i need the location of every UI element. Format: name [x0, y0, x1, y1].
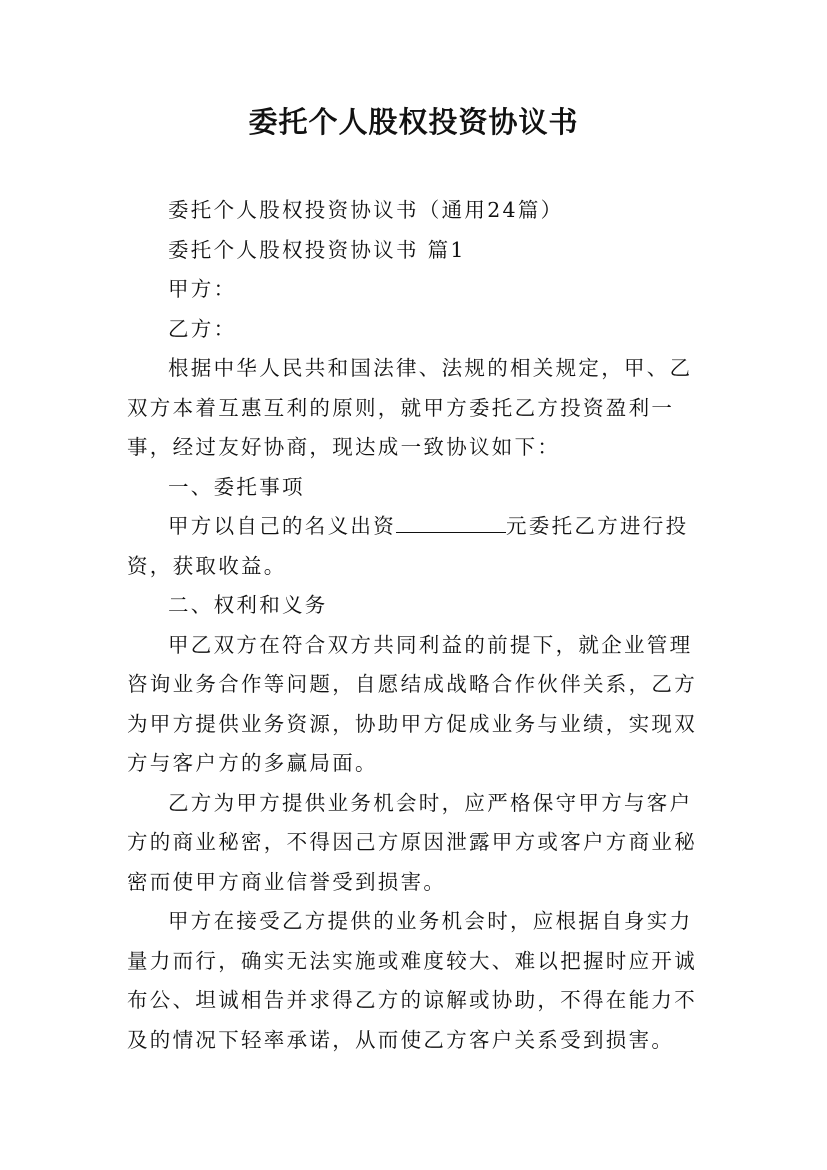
investment-amount-blank [396, 511, 506, 533]
party-a-line: 甲方： [168, 277, 237, 301]
chapter-heading: 委托个人股权投资协议书 篇1 [168, 237, 466, 262]
document-body [127, 191, 712, 1060]
section2-paragraph-1: 甲乙双方在符合双方共同利益的前提下，就企业管理咨询业务合作等问题，自愿结成战略合作伙伴关系，乙方为甲方提供业务资源，协助甲方促成业务与业绩，实现双方与客户方的多赢局面。 [127, 632, 697, 775]
section1-heading: 一、委托事项 [168, 474, 305, 499]
section2-paragraph-3: 甲方在接受乙方提供的业务机会时，应根据自身实力量力而行，确实无法实施或难度较大、难以把握时应开诚布公、坦诚相告并求得乙方的谅解或协助，不得在能力不及的情况下轻率承诺，从而使乙方客户关系受到损害。 [127, 909, 697, 1052]
section2-heading: 二、权利和义务 [168, 593, 328, 617]
document-subtitle: 委托个人股权投资协议书（通用24篇） [168, 198, 564, 222]
preamble-paragraph: 根据中华人民共和国法律、法规的相关规定，甲、乙双方本着互惠互利的原则，就甲方委托乙方投资盈利一事，经过友好协商，现达成一致协议如下： [127, 356, 693, 459]
section1-text-before-blank: 甲方以自己的名义出资 [168, 514, 396, 538]
document-title: 委托个人股权投资协议书 [248, 105, 579, 139]
party-b-line: 乙方： [168, 316, 237, 341]
section1-paragraph [127, 507, 712, 586]
section1-text-after-blank: 元委托乙方进行投资，获取收益。 [127, 514, 689, 578]
section2-paragraph-2: 乙方为甲方提供业务机会时，应严格保守甲方与客户方的商业秘密，不得因己方原因泄露甲方或客户方商业秘密而使甲方商业信誉受到损害。 [127, 790, 697, 894]
